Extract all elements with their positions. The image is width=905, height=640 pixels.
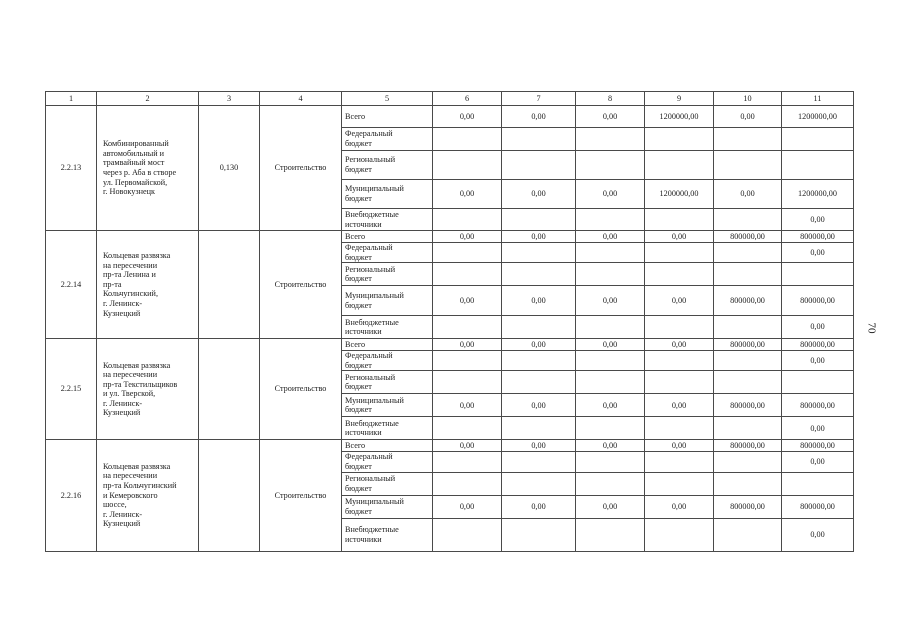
- object-length: [199, 339, 260, 440]
- value-cell: 0,00: [576, 495, 645, 518]
- funding-source: Муниципальный бюджет: [342, 394, 433, 417]
- value-cell: [433, 151, 502, 180]
- value-cell: 0,00: [433, 339, 502, 351]
- value-cell: 0,00: [576, 394, 645, 417]
- value-cell: 800000,00: [714, 339, 782, 351]
- funding-source: Всего: [342, 339, 433, 351]
- value-cell: [502, 128, 576, 151]
- value-cell: [645, 209, 714, 231]
- value-cell: [645, 452, 714, 472]
- column-number: 4: [260, 92, 342, 106]
- value-cell: 1200000,00: [645, 180, 714, 209]
- value-cell: [714, 452, 782, 472]
- table-body: [46, 92, 854, 552]
- value-cell: [576, 452, 645, 472]
- value-cell: 0,00: [782, 243, 854, 263]
- funding-source: Внебюджетные источники: [342, 417, 433, 440]
- budget-table: [45, 91, 854, 552]
- value-cell: 800000,00: [782, 231, 854, 243]
- funding-source: Региональный бюджет: [342, 472, 433, 495]
- object-name: Кольцевая развязка на пересечении пр-та Ленина и пр-та Кольчугинский, г. Ленинск- Кузнецкий: [97, 231, 199, 339]
- value-cell: 0,00: [502, 106, 576, 128]
- value-cell: [714, 151, 782, 180]
- value-cell: [714, 518, 782, 551]
- value-cell: 0,00: [645, 394, 714, 417]
- value-cell: 0,00: [433, 440, 502, 452]
- value-cell: [645, 263, 714, 286]
- value-cell: [576, 518, 645, 551]
- value-cell: 0,00: [782, 417, 854, 440]
- value-cell: 0,00: [576, 231, 645, 243]
- value-cell: 0,00: [782, 209, 854, 231]
- value-cell: 0,00: [782, 518, 854, 551]
- value-cell: [714, 371, 782, 394]
- value-cell: [433, 472, 502, 495]
- work-type: Строительство: [260, 106, 342, 231]
- column-number: 1: [46, 92, 97, 106]
- column-number: 11: [782, 92, 854, 106]
- value-cell: [645, 151, 714, 180]
- value-cell: [576, 351, 645, 371]
- value-cell: [645, 417, 714, 440]
- value-cell: 800000,00: [714, 286, 782, 316]
- value-cell: 0,00: [782, 452, 854, 472]
- value-cell: 0,00: [645, 231, 714, 243]
- value-cell: [576, 316, 645, 339]
- value-cell: 1200000,00: [645, 106, 714, 128]
- column-number: 9: [645, 92, 714, 106]
- value-cell: 800000,00: [782, 495, 854, 518]
- object-name: Кольцевая развязка на пересечении пр-та Текстильщиков и ул. Тверской, г. Ленинск- Кузнецкий: [97, 339, 199, 440]
- funding-source: Федеральный бюджет: [342, 128, 433, 151]
- funding-source: Всего: [342, 106, 433, 128]
- value-cell: 0,00: [433, 106, 502, 128]
- value-cell: [576, 371, 645, 394]
- value-cell: [645, 243, 714, 263]
- value-cell: [502, 371, 576, 394]
- value-cell: [502, 151, 576, 180]
- value-cell: [645, 518, 714, 551]
- value-cell: 0,00: [782, 316, 854, 339]
- value-cell: 0,00: [433, 495, 502, 518]
- value-cell: [502, 316, 576, 339]
- value-cell: 800000,00: [714, 231, 782, 243]
- funding-source: Внебюджетные источники: [342, 209, 433, 231]
- value-cell: [502, 417, 576, 440]
- value-cell: 0,00: [576, 180, 645, 209]
- value-cell: [576, 128, 645, 151]
- value-cell: 0,00: [714, 106, 782, 128]
- table-row: [46, 339, 854, 351]
- value-cell: [576, 243, 645, 263]
- value-cell: [433, 452, 502, 472]
- value-cell: [714, 209, 782, 231]
- work-type: Строительство: [260, 339, 342, 440]
- value-cell: [433, 518, 502, 551]
- value-cell: [576, 417, 645, 440]
- value-cell: 0,00: [433, 231, 502, 243]
- value-cell: [782, 128, 854, 151]
- row-code: 2.2.14: [46, 231, 97, 339]
- value-cell: 0,00: [645, 440, 714, 452]
- value-cell: 0,00: [502, 231, 576, 243]
- value-cell: [502, 472, 576, 495]
- value-cell: [433, 243, 502, 263]
- value-cell: [714, 316, 782, 339]
- page-number: 70: [865, 322, 878, 334]
- funding-source: Федеральный бюджет: [342, 243, 433, 263]
- value-cell: [502, 518, 576, 551]
- value-cell: 800000,00: [714, 394, 782, 417]
- row-code: 2.2.13: [46, 106, 97, 231]
- value-cell: [576, 472, 645, 495]
- object-name: Комбинированный автомобильный и трамвайный мост через р. Аба в створе ул. Первомайской, г. Новокузнецк: [97, 106, 199, 231]
- value-cell: [502, 243, 576, 263]
- value-cell: [576, 151, 645, 180]
- value-cell: 0,00: [502, 286, 576, 316]
- object-length: [199, 440, 260, 551]
- value-cell: 800000,00: [714, 495, 782, 518]
- column-number: 2: [97, 92, 199, 106]
- value-cell: [645, 128, 714, 151]
- value-cell: [502, 263, 576, 286]
- value-cell: [433, 316, 502, 339]
- value-cell: 800000,00: [782, 339, 854, 351]
- value-cell: 800000,00: [714, 440, 782, 452]
- value-cell: 0,00: [576, 339, 645, 351]
- table-row: [46, 106, 854, 128]
- value-cell: [576, 263, 645, 286]
- funding-source: Муниципальный бюджет: [342, 495, 433, 518]
- table-row: [46, 440, 854, 452]
- value-cell: [502, 452, 576, 472]
- value-cell: 0,00: [502, 495, 576, 518]
- value-cell: 0,00: [714, 180, 782, 209]
- table-row: [46, 231, 854, 243]
- value-cell: 1200000,00: [782, 180, 854, 209]
- value-cell: [645, 371, 714, 394]
- value-cell: 0,00: [433, 286, 502, 316]
- value-cell: [714, 128, 782, 151]
- funding-source: Всего: [342, 440, 433, 452]
- value-cell: 0,00: [502, 180, 576, 209]
- value-cell: [714, 351, 782, 371]
- value-cell: 0,00: [502, 394, 576, 417]
- value-cell: 0,00: [782, 351, 854, 371]
- funding-source: Региональный бюджет: [342, 151, 433, 180]
- value-cell: [714, 243, 782, 263]
- funding-source: Муниципальный бюджет: [342, 180, 433, 209]
- value-cell: [433, 351, 502, 371]
- funding-source: Федеральный бюджет: [342, 351, 433, 371]
- value-cell: [502, 209, 576, 231]
- value-cell: [645, 351, 714, 371]
- value-cell: 0,00: [576, 106, 645, 128]
- column-number: 5: [342, 92, 433, 106]
- work-type: Строительство: [260, 231, 342, 339]
- value-cell: [714, 263, 782, 286]
- column-number: 7: [502, 92, 576, 106]
- column-number: 8: [576, 92, 645, 106]
- object-name: Кольцевая развязка на пересечении пр-та Кольчугинский и Кемеровского шоссе, г. Ленинск- Кузнецкий: [97, 440, 199, 551]
- value-cell: 0,00: [576, 286, 645, 316]
- value-cell: [576, 209, 645, 231]
- value-cell: [782, 371, 854, 394]
- row-code: 2.2.16: [46, 440, 97, 551]
- column-number-row: [46, 92, 854, 106]
- funding-source: Муниципальный бюджет: [342, 286, 433, 316]
- column-number: 10: [714, 92, 782, 106]
- value-cell: [645, 316, 714, 339]
- row-code: 2.2.15: [46, 339, 97, 440]
- value-cell: 0,00: [433, 180, 502, 209]
- value-cell: [433, 371, 502, 394]
- funding-source: Региональный бюджет: [342, 371, 433, 394]
- value-cell: [645, 472, 714, 495]
- value-cell: 800000,00: [782, 440, 854, 452]
- value-cell: 0,00: [645, 495, 714, 518]
- value-cell: [782, 263, 854, 286]
- column-number: 6: [433, 92, 502, 106]
- value-cell: 1200000,00: [782, 106, 854, 128]
- value-cell: [782, 472, 854, 495]
- value-cell: [433, 128, 502, 151]
- funding-source: Внебюджетные источники: [342, 316, 433, 339]
- value-cell: 0,00: [502, 440, 576, 452]
- value-cell: 800000,00: [782, 286, 854, 316]
- object-length: 0,130: [199, 106, 260, 231]
- funding-source: Региональный бюджет: [342, 263, 433, 286]
- value-cell: 0,00: [645, 286, 714, 316]
- value-cell: 0,00: [433, 394, 502, 417]
- value-cell: 0,00: [502, 339, 576, 351]
- value-cell: [714, 472, 782, 495]
- column-number: 3: [199, 92, 260, 106]
- funding-source: Внебюджетные источники: [342, 518, 433, 551]
- value-cell: [502, 351, 576, 371]
- value-cell: [433, 417, 502, 440]
- value-cell: [714, 417, 782, 440]
- value-cell: [782, 151, 854, 180]
- funding-source: Всего: [342, 231, 433, 243]
- value-cell: 0,00: [576, 440, 645, 452]
- funding-source: Федеральный бюджет: [342, 452, 433, 472]
- object-length: [199, 231, 260, 339]
- value-cell: 800000,00: [782, 394, 854, 417]
- value-cell: [433, 263, 502, 286]
- value-cell: [433, 209, 502, 231]
- value-cell: 0,00: [645, 339, 714, 351]
- work-type: Строительство: [260, 440, 342, 551]
